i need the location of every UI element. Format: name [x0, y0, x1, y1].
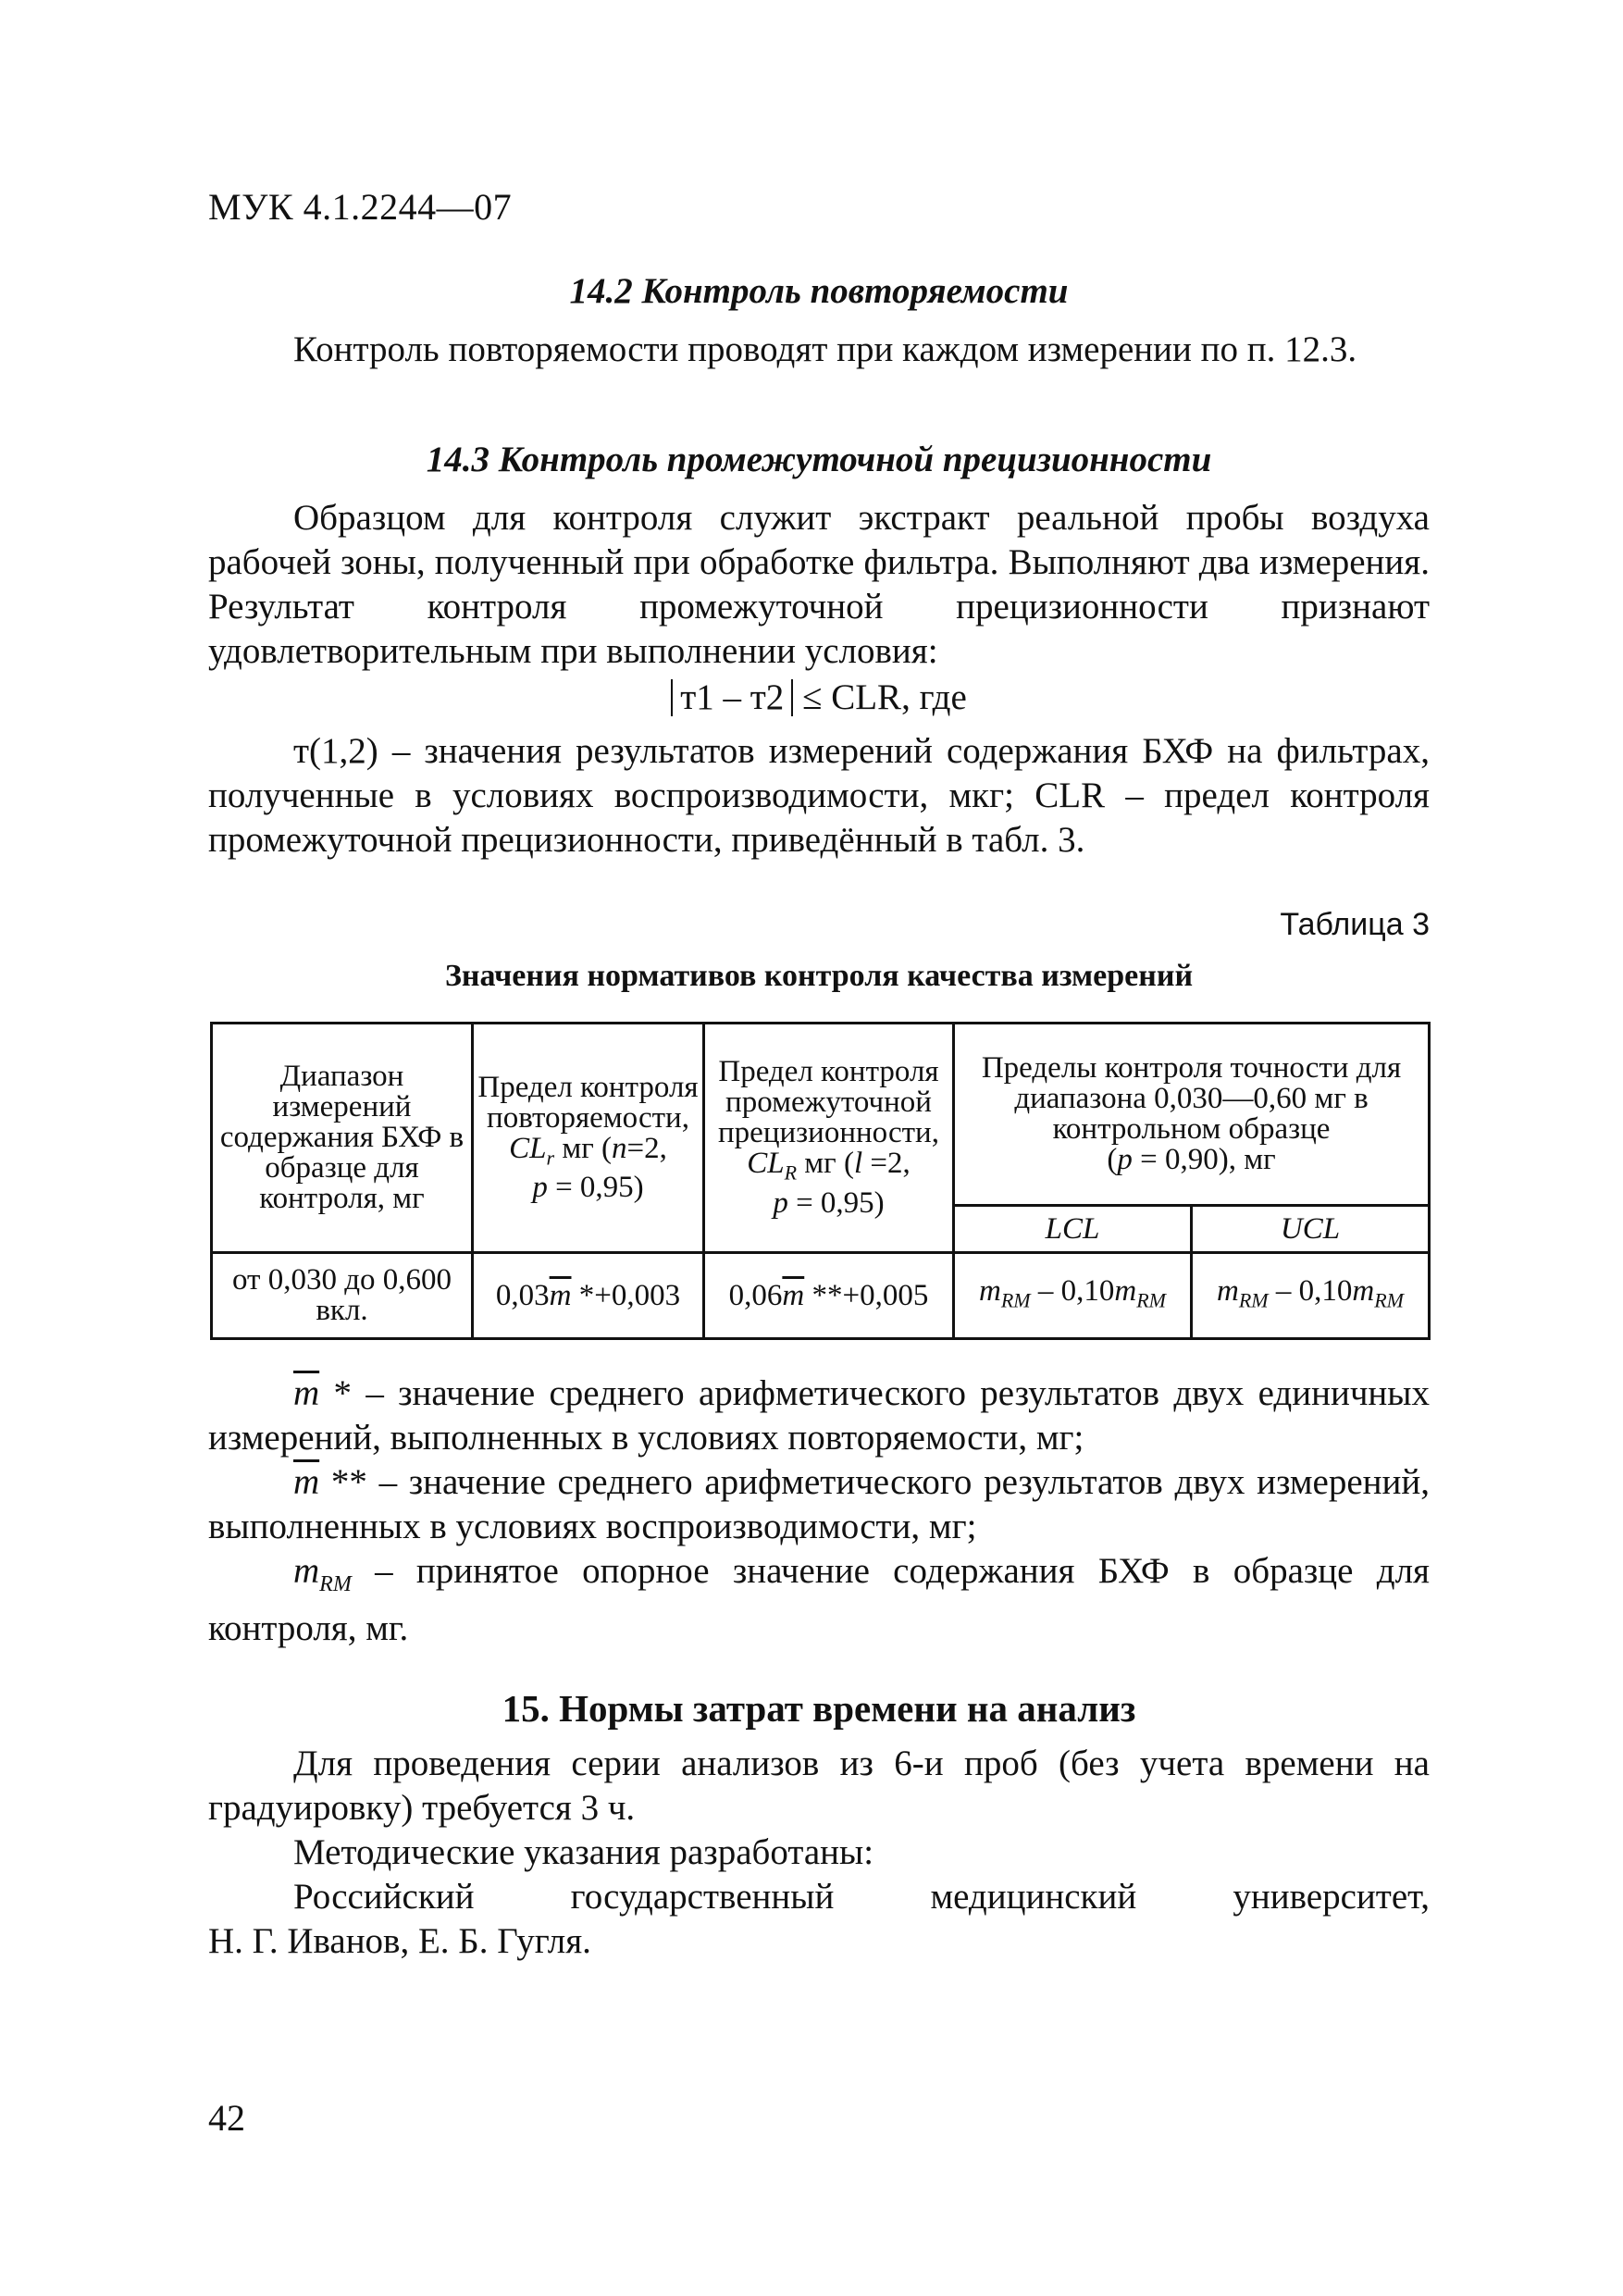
- document-code: МУК 4.1.2244—07: [208, 186, 513, 228]
- table-header-cell-lcl: LCL: [954, 1206, 1192, 1253]
- table-header-cell: Диапазон измерений содержания БХФ в образце для контроля, мг: [212, 1024, 473, 1253]
- table-row: [212, 1253, 1430, 1339]
- note-2: $\overline{m}$ ** – значение среднего арифметического результатов двух измерений, выполненных в условиях воспроизводимости, мг;: [208, 1462, 1430, 1546]
- table-row: [212, 1024, 1430, 1206]
- table-header-cell: Пределы контроля точности для диапазона 0,030—0,60 мг в контрольном образце (p = 0,90), мг: [954, 1024, 1430, 1206]
- section-title: 14.3 Контроль промежуточной прецизионности: [426, 440, 1212, 479]
- note-3: $m_{RM}$ – принятое опорное значение содержания БХФ в образце для контроля, мг.: [208, 1551, 1430, 1648]
- table-cell: от 0,030 до 0,600 вкл.: [212, 1253, 473, 1339]
- table-header-cell: Предел контроля промежуточной прецизионности, $CL_R$ мг (l =2, p = 0,95): [704, 1024, 954, 1253]
- authors: Н. Г. Иванов, Е. Б. Гугля.: [208, 1921, 591, 1961]
- section-title: 15. Нормы затрат времени на анализ: [502, 1687, 1136, 1730]
- section-title: 14.2 Контроль повторяемости: [569, 271, 1069, 311]
- table-title: Значения нормативов контроля качества измерений: [444, 959, 1194, 993]
- table-cell: $m_{RM} - 0,10m_{RM}$: [1192, 1253, 1430, 1339]
- section-15: [208, 1686, 1430, 1731]
- note-1: $\overline{m}$ * – значение среднего арифметического результатов двух единичных измерений, выполненных в условиях повторяемости, мг;: [208, 1373, 1431, 1458]
- paragraph: Для проведения серии анализов из 6-и проб (без учета времени на градуировку) требуется 3 ч.: [208, 1744, 1430, 1828]
- formula-abs: т1 – т2: [671, 679, 793, 716]
- table-title-wrap: [208, 959, 1430, 994]
- formula: [208, 676, 1430, 720]
- formula-rest: ≤ CLR, где: [802, 677, 967, 717]
- table-header-cell-ucl: UCL: [1192, 1206, 1430, 1253]
- page-number: 42: [208, 2097, 245, 2139]
- section-14-3-body: [208, 496, 1430, 863]
- table-caption: [208, 907, 1430, 943]
- paragraph: т(1,2) – значения результатов измерений содержания БХФ на фильтрах, полученные в условиях воспроизводимости, мкг; CLR – предел контроля промежуточной прецизионности, приведённый в табл. 3.: [208, 731, 1430, 860]
- section-15-body: [208, 1742, 1430, 1964]
- notes: [208, 1371, 1430, 1651]
- table-header-cell: Предел контроля повторяемости, $CL_r$ мг (n=2, p = 0,95): [473, 1024, 704, 1253]
- paragraph: Контроль повторяемости проводят при каждом измерении по п. 12.3.: [293, 329, 1357, 369]
- section-14-2: [208, 270, 1430, 312]
- table-cell: $m_{RM} - 0,10m_{RM}$: [954, 1253, 1192, 1339]
- quality-table: [210, 1022, 1431, 1340]
- section-14-3: [208, 439, 1430, 480]
- table-cell: $0,06\overline{m}$ **+0,005: [704, 1253, 954, 1339]
- table-cell: $0,03\overline{m}$ *+0,003: [473, 1253, 704, 1339]
- section-14-2-body: [208, 328, 1430, 372]
- organization-line: Российский государственный медицинский университет,: [293, 1877, 1430, 1917]
- table-label: Таблица 3: [1280, 907, 1430, 942]
- developed-by-label: Методические указания разработаны:: [293, 1832, 874, 1872]
- paragraph: Образцом для контроля служит экстракт реальной пробы воздуха рабочей зоны, полученный при обработке фильтра. Выполняют два измерения. Результат контроля промежуточной прецизионности признают удовлетворительным при выполнении условия:: [208, 498, 1430, 671]
